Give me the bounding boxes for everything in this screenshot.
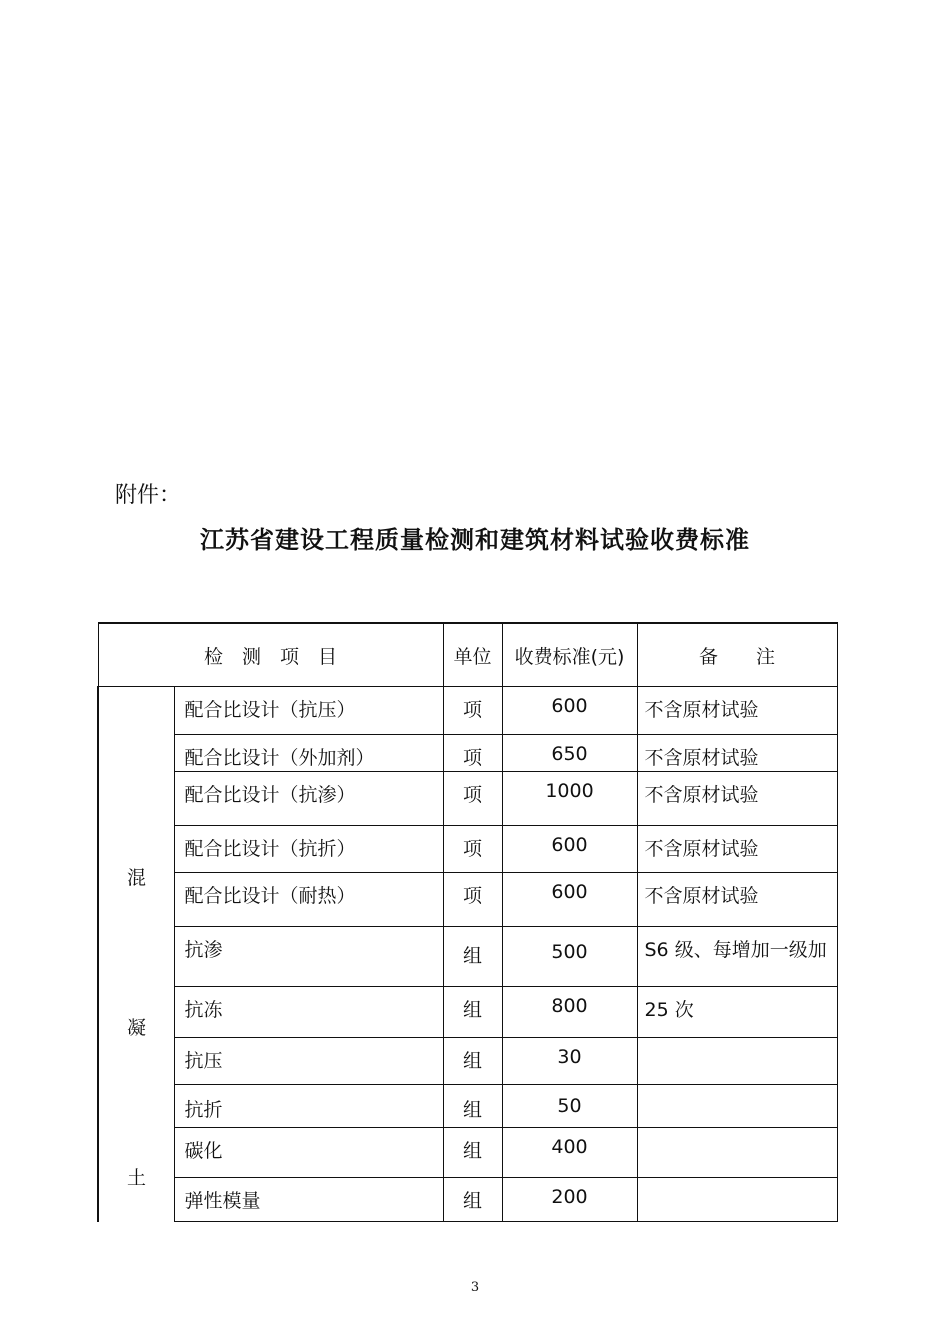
price-cell: 200 <box>502 1178 637 1222</box>
price-cell: 1000 <box>502 772 637 826</box>
price-cell: 400 <box>502 1128 637 1178</box>
note-cell <box>637 1085 837 1128</box>
attachment-label: 附件： <box>115 483 182 508</box>
table-row <box>98 687 837 735</box>
note-cell <box>637 1038 837 1085</box>
item-cell: 配合比设计（抗压） <box>174 687 443 735</box>
item-cell: 配合比设计（耐热） <box>174 873 443 927</box>
unit-cell: 组 <box>443 1128 502 1178</box>
table-row <box>98 826 837 873</box>
document-title: 江苏省建设工程质量检测和建筑材料试验收费标准 <box>200 526 750 554</box>
table-row <box>98 772 837 826</box>
table-row <box>98 1038 837 1085</box>
fee-table <box>97 622 838 1222</box>
header-unit: 单位 <box>443 623 502 687</box>
table-row <box>98 987 837 1038</box>
table-row <box>98 873 837 927</box>
item-cell: 抗压 <box>174 1038 443 1085</box>
category-char: 混 <box>126 867 146 889</box>
unit-cell: 组 <box>443 927 502 987</box>
note-cell <box>637 1128 837 1178</box>
note-cell: 不含原材试验 <box>637 687 837 735</box>
header-price: 收费标准(元) <box>502 623 637 687</box>
note-cell <box>637 1178 837 1222</box>
note-cell: 不含原材试验 <box>637 873 837 927</box>
item-cell: 配合比设计（外加剂） <box>174 735 443 772</box>
price-cell: 600 <box>502 687 637 735</box>
unit-cell: 项 <box>443 772 502 826</box>
table-row <box>98 1178 837 1222</box>
item-cell: 抗冻 <box>174 987 443 1038</box>
table-row <box>98 927 837 987</box>
price-cell: 30 <box>502 1038 637 1085</box>
item-cell: 配合比设计（抗折） <box>174 826 443 873</box>
unit-cell: 组 <box>443 1038 502 1085</box>
note-cell: 不含原材试验 <box>637 826 837 873</box>
price-cell: 50 <box>502 1085 637 1128</box>
price-cell: 500 <box>502 927 637 987</box>
price-cell: 600 <box>502 873 637 927</box>
note-cell: S6 级、每增加一级加 <box>637 927 837 987</box>
note-cell: 不含原材试验 <box>637 772 837 826</box>
category-cell <box>98 687 174 1222</box>
unit-cell: 项 <box>443 735 502 772</box>
table-row <box>98 735 837 772</box>
price-cell: 600 <box>502 826 637 873</box>
item-cell: 配合比设计（抗渗） <box>174 772 443 826</box>
page-number: 3 <box>470 1280 480 1295</box>
category-char: 凝 <box>126 1017 146 1039</box>
unit-cell: 组 <box>443 987 502 1038</box>
note-cell: 不含原材试验 <box>637 735 837 772</box>
header-item: 检 测 项 目 <box>98 623 443 687</box>
item-cell: 抗折 <box>174 1085 443 1128</box>
unit-cell: 项 <box>443 826 502 873</box>
unit-cell: 项 <box>443 873 502 927</box>
unit-cell: 项 <box>443 687 502 735</box>
category-char: 土 <box>126 1167 146 1189</box>
header-note: 备 注 <box>637 623 837 687</box>
item-cell: 碳化 <box>174 1128 443 1178</box>
price-cell: 800 <box>502 987 637 1038</box>
item-cell: 弹性模量 <box>174 1178 443 1222</box>
table-header-row <box>98 623 837 687</box>
unit-cell: 组 <box>443 1178 502 1222</box>
unit-cell: 组 <box>443 1085 502 1128</box>
table-row <box>98 1085 837 1128</box>
note-cell: 25 次 <box>637 987 837 1038</box>
price-cell: 650 <box>502 735 637 772</box>
table-row <box>98 1128 837 1178</box>
item-cell: 抗渗 <box>174 927 443 987</box>
